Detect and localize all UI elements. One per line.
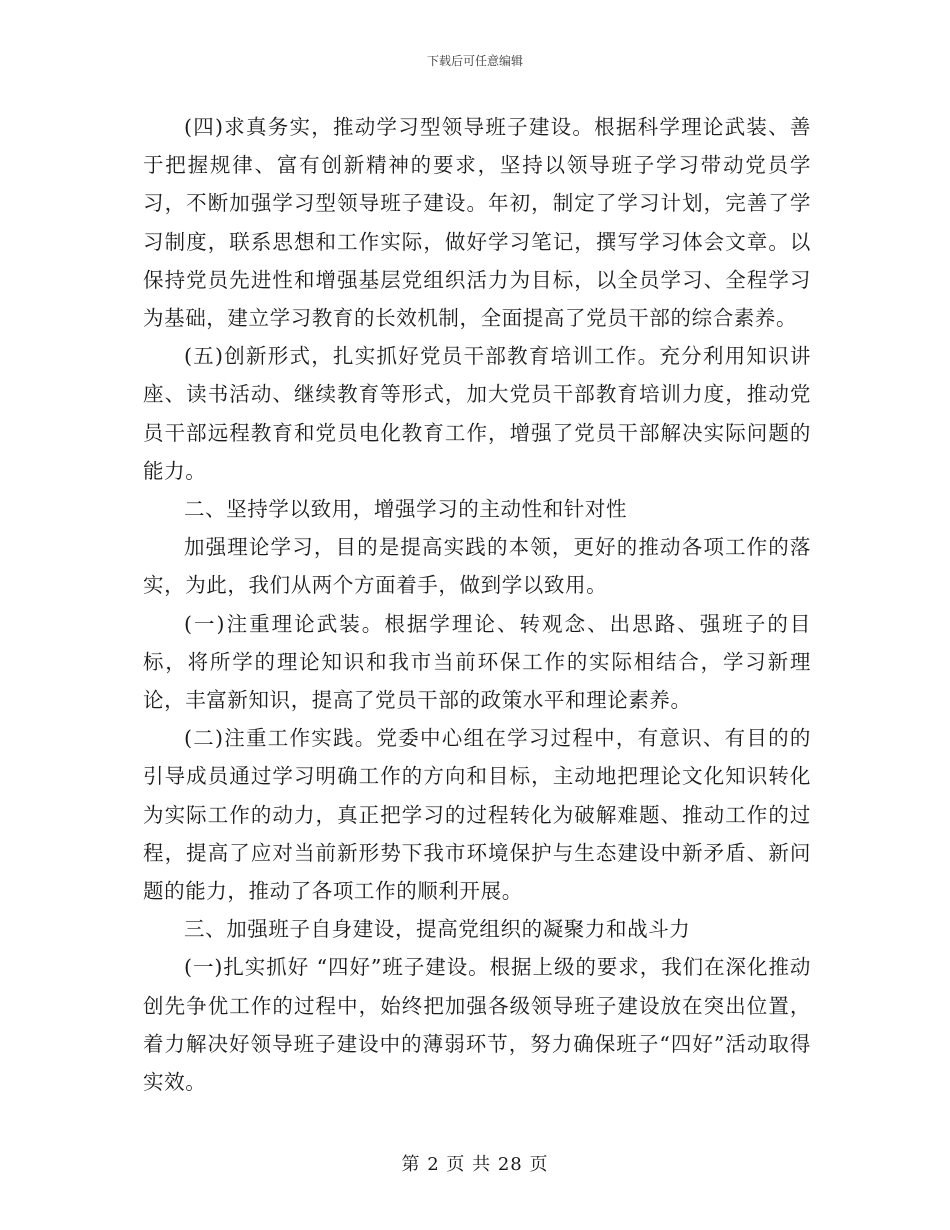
paragraph-apply-intro: 加强理论学习，目的是提高实践的本领，更好的推动各项工作的落实，为此，我们从两个方面着手，做到学以致用。 (143, 535, 811, 598)
paragraph-study-leadership: (四)求真务实，推动学习型领导班子建设。根据科学理论武装、善于把握规律、富有创新精神的要求，坚持以领导班子学习带动党员学习，不断加强学习型领导班子建设。年初，制定了学习计划，完善了学习制度，联系思想和工作实际，做好学习笔记，撰写学习体会文章。以保持党员先进性和增强基层党组织活力为目标，以全员学习、全程学习为基础，建立学习教育的长效机制，全面提高了党员干部的综合素养。 (143, 115, 811, 331)
document-body (143, 108, 811, 1101)
paragraph-work-practice: (二)注重工作实践。党委中心组在学习过程中，有意识、有目的的引导成员通过学习明确工作的方向和目标，主动地把理论文化知识转化为实际工作的动力，真正把学习的过程转化为破解难题、推动工作的过程，提高了应对当前新形势下我市环境保护与生态建设中新矛盾、新问题的能力，推动了各项工作的顺利开展。 (143, 726, 811, 904)
page-header-note: 下载后可任意编辑 (426, 54, 523, 68)
paragraph-four-good-teams: (一)扎实抓好 “四好”班子建设。根据上级的要求，我们在深化推动创先争优工作的过程中，始终把加强各级领导班子建设放在突出位置，着力解决好领导班子建设中的薄弱环节，努力确保班子“四好”活动取得实效。 (143, 955, 811, 1095)
section-heading-apply-learning: 二、坚持学以致用，增强学习的主动性和针对性 (184, 497, 628, 522)
page-number-footer: 第 2 页 共 28 页 (401, 1154, 549, 1175)
section-heading-team-building: 三、加强班子自身建设，提高党组织的凝聚力和战斗力 (184, 917, 691, 942)
paragraph-training-innovation: (五)创新形式，扎实抓好党员干部教育培训工作。充分利用知识讲座、读书活动、继续教育等形式，加大党员干部教育培训力度，推动党员干部远程教育和党员电化教育工作，增强了党员干部解决实际问题的能力。 (143, 344, 811, 483)
paragraph-theory-armament: (一)注重理论武装。根据学理论、转观念、出思路、强班子的目标，将所学的理论知识和我市当前环保工作的实际相结合，学习新理论，丰富新知识，提高了党员干部的政策水平和理论素养。 (143, 611, 811, 713)
